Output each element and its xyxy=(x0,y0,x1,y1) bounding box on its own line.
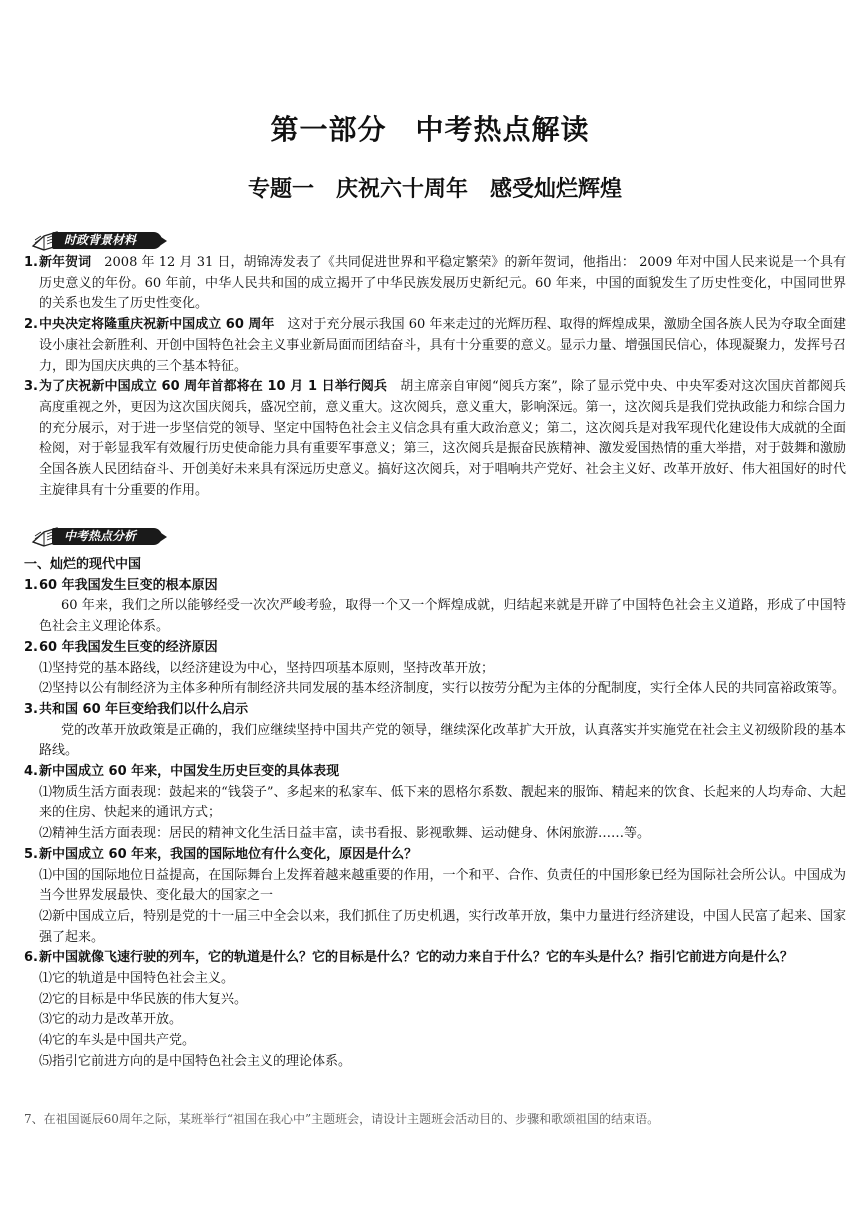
item-line: 60 年来，我们之所以能够经受一次次严峻考验，取得一个又一个辉煌成就，归结起来就是开辟了中国特色社会主义道路，形成了中国特色社会主义理论体系。 xyxy=(39,598,846,635)
section-banner-background xyxy=(30,228,165,252)
background-material xyxy=(24,253,846,501)
item-number: 2. xyxy=(24,639,38,655)
analysis-item-6 xyxy=(24,948,846,1072)
page-subtitle: 专题一 庆祝六十周年 感受灿烂辉煌 xyxy=(247,177,622,202)
item-heading: 新中国就像飞速行驶的列车，它的轨道是什么？它的目标是什么？它的动力来自于什么？它的车头是什么？指引它前进方向是什么？ xyxy=(39,950,794,966)
item-line: ⑶它的动力是改革开放。 xyxy=(39,1012,183,1028)
item-line: ⑵坚持以公有制经济为主体多种所有制经济共同发展的基本经济制度，实行以按劳分配为主体的分配制度，实行全体人民的共同富裕政策等。 xyxy=(39,681,846,697)
background-item-3 xyxy=(24,377,846,501)
footnote-question: 7、在祖国诞辰60周年之际，某班举行“祖国在我心中”主题班会，请设计主题班会活动目的、步骤和歌颂祖国的结束语。 xyxy=(24,1112,660,1126)
item-line: ⑷它的车头是中国共产党。 xyxy=(39,1033,196,1049)
analysis-item-5 xyxy=(24,845,846,949)
item-number: 4. xyxy=(24,764,38,780)
item-heading: 60 年我国发生巨变的根本原因 xyxy=(39,577,218,593)
item-heading: 60 年我国发生巨变的经济原因 xyxy=(39,639,218,655)
analysis-item-2 xyxy=(24,638,846,700)
item-line: 党的改革开放政策是正确的，我们应继续坚持中国共产党的领导，继续深化改革扩大开放，认真落实并实施党在社会主义初级阶段的基本路线。 xyxy=(39,722,846,759)
banner-label: 时政背景材料 xyxy=(64,233,137,247)
item-line: ⑴中国的国际地位日益提高，在国际舞台上发挥着越来越重要的作用，一个和平、合作、负责任的中国形象已经为国际社会所公认。中国成为当今世界发展最快、变化最大的国家之一 xyxy=(39,867,846,904)
page-title: 第一部分 中考热点解读 xyxy=(270,113,590,146)
item-number: 1. xyxy=(24,255,38,270)
item-number: 6. xyxy=(24,950,38,966)
item-heading: 中央决定将隆重庆祝新中国成立 60 周年 xyxy=(39,317,275,333)
item-line: ⑵它的目标是中华民族的伟大复兴。 xyxy=(39,991,248,1007)
background-item-2 xyxy=(24,315,846,377)
item-number: 1. xyxy=(24,577,38,593)
item-line: ⑴物质生活方面表现：鼓起来的“钱袋子”、多起来的私家车、低下来的恩格尔系数、靓起来的服饰、精起来的饮食、长起来的人均寿命、大起来的住房、快起来的通讯方式； xyxy=(39,784,846,821)
background-item-1 xyxy=(24,253,846,315)
item-number: 5. xyxy=(24,846,38,862)
analysis-item-1 xyxy=(24,576,846,638)
analysis-item-4 xyxy=(24,762,846,845)
item-heading: 新年贺词 xyxy=(39,255,92,270)
item-line: ⑴坚持党的基本路线，以经济建设为中心，坚持四项基本原则，坚持改革开放； xyxy=(39,660,495,676)
hotspot-analysis xyxy=(24,555,846,1073)
item-heading: 新中国成立 60 年来，我国的国际地位有什么变化，原因是什么？ xyxy=(39,846,418,862)
section-banner-analysis xyxy=(30,524,165,548)
item-line: ⑸指引它前进方向的是中国特色社会主义的理论体系。 xyxy=(39,1053,352,1069)
section-heading: 一、灿烂的现代中国 xyxy=(24,557,142,572)
item-text: 2008 年 12 月 31 日，胡锦涛发表了《共同促进世界和平稳定繁荣》的新年贺词，他指出： 2009 年对中国人民来说是一个具有历史意义的年份。60 年前，中华人民共和国的成立揭开了中华民族发展历史新纪元。60 年来，中国的面貌发生了历史性变化，中国同世界的关系也发生了历史性变化。 xyxy=(39,255,846,312)
item-line: ⑵精神生活方面表现：居民的精神文化生活日益丰富，读书看报、影视歌舞、运动健身、休闲旅游……等。 xyxy=(39,826,651,842)
item-number: 3. xyxy=(24,379,38,395)
item-heading: 新中国成立 60 年来，中国发生历史巨变的具体表现 xyxy=(39,764,340,780)
item-heading: 为了庆祝新中国成立 60 周年首都将在 10 月 1 日举行阅兵 xyxy=(39,379,388,395)
item-number: 2. xyxy=(24,317,38,333)
banner-label: 中考热点分析 xyxy=(64,529,137,543)
item-text: 胡主席亲自审阅“阅兵方案”，除了显示党中央、中央军委对这次国庆首都阅兵高度重视之外，更因为这次国庆阅兵，盛况空前，意义重大。这次阅兵，意义重大，影响深远。第一，这次阅兵是我们党执政能力和综合国力的充分展示，对于进一步坚信党的领导、坚定中国特色社会主义信念具有重大政治意义；第二，这次阅兵是对我军现代化建设伟大成就的全面检阅，对于彰显我军有效履行历史使命能力具有重要军事意义；第三，这次阅兵是振奋民族精神、激发爱国热情的重大举措，对于鼓舞和激励全国各族人民团结奋斗、开创美好未来具有深远历史意义。搞好这次阅兵，对于唱响共产党好、社会主义好、改革开放好、伟大祖国好的时代主旋律具有十分重要的作用。 xyxy=(39,379,846,498)
item-line: ⑴它的轨道是中国特色社会主义。 xyxy=(39,971,235,987)
item-line: ⑵新中国成立后，特别是党的十一届三中全会以来，我们抓住了历史机遇，实行改革开放，集中力量进行经济建设，中国人民富了起来、国家强了起来。 xyxy=(39,908,846,945)
banner-arrow xyxy=(158,235,167,247)
item-number: 3. xyxy=(24,701,38,717)
item-text: 这对于充分展示我国 60 年来走过的光辉历程、取得的辉煌成果，激励全国各族人民为夺取全面建设小康社会新胜利、开创中国特色社会主义事业新局面而团结奋斗，具有十分重要的意义。显示力量、增强国民信心，体现凝聚力，发挥号召力，即为国庆庆典的三个基本特征。 xyxy=(39,317,846,374)
banner-arrow xyxy=(158,531,167,543)
analysis-item-3 xyxy=(24,700,846,762)
item-heading: 共和国 60 年巨变给我们以什么启示 xyxy=(39,701,249,717)
